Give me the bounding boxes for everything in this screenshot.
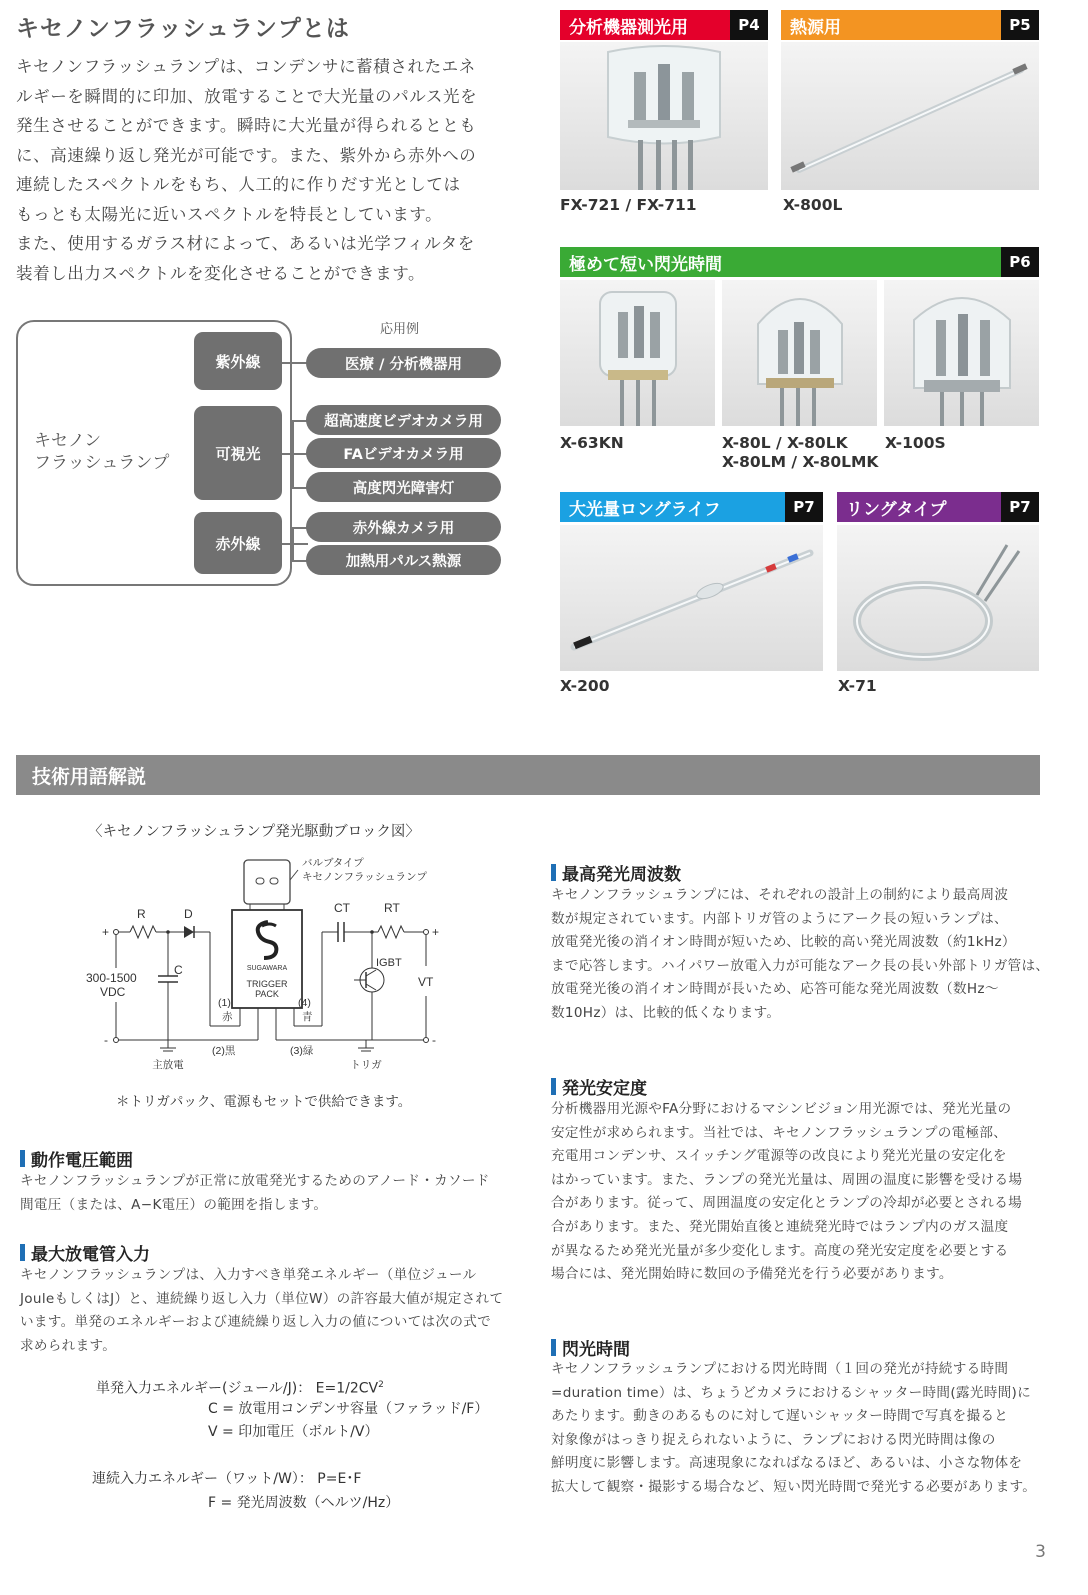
category-uv: 紫外線 bbox=[194, 332, 282, 390]
application-item: 高度閃光障害灯 bbox=[306, 472, 501, 502]
term-line: 合があります。また、発光開始直後と連続発光時ではランプ内のガス温度 bbox=[551, 1218, 1009, 1235]
term-body-flash-duration bbox=[551, 1358, 1041, 1500]
main-label-line2: フラッシュランプ bbox=[34, 453, 170, 473]
term-line: まで応答します。ハイパワー放電入力が可能なアーク長の長い外部トリガ管は、 bbox=[551, 957, 1050, 974]
trigger-pack-label-1: TRIGGER bbox=[246, 979, 288, 989]
term-line: 求められます。 bbox=[20, 1337, 117, 1354]
term-body-stability bbox=[551, 1098, 1041, 1287]
category-bar-short-flash bbox=[560, 247, 1039, 277]
page-badge: P6 bbox=[1001, 247, 1039, 277]
term-line: キセノンフラッシュランプには、それぞれの設計上の制約により最高周波 bbox=[551, 887, 1009, 903]
igbt-label: IGBT bbox=[376, 957, 402, 969]
model-label: X-71 bbox=[838, 677, 877, 695]
term-body-max-input bbox=[20, 1264, 520, 1358]
term-line: JouleもしくはJ）と、連続繰り返し入力（単位W）の許容最大値が規定されて bbox=[20, 1290, 504, 1307]
term-line: 対象像がはっきり捉えられないように、ランプにおける閃光時間は像の bbox=[551, 1431, 996, 1448]
heading-marker bbox=[551, 864, 556, 881]
lamp-photo-x71 bbox=[837, 525, 1039, 671]
term-line: が異なるため発光光量が多少変化します。高度の発光安定度を必要とする bbox=[551, 1242, 1009, 1259]
term-line: 安定性が求められます。当社では、キセノンフラッシュランプの電極部、 bbox=[551, 1124, 1008, 1141]
term-line: 放電発光後の消イオン時間が短いため、比較的高い発光周波数（約1kHz） bbox=[551, 934, 1016, 951]
circuit-diagram bbox=[80, 850, 450, 1080]
model-label: FX-721 / FX-711 bbox=[560, 196, 697, 214]
connector bbox=[292, 420, 294, 488]
term-line: 数10Hz）は、比較的低くなります。 bbox=[551, 1004, 781, 1021]
term-heading-max-frequency bbox=[551, 860, 681, 885]
application-item: 超高速度ビデオカメラ用 bbox=[306, 405, 501, 435]
category-bar-ring bbox=[837, 492, 1039, 522]
connector bbox=[282, 453, 308, 455]
term-heading-flash-duration bbox=[551, 1335, 630, 1360]
heading-marker bbox=[20, 1150, 25, 1167]
model-label: X-80LM / X-80LMK bbox=[722, 453, 879, 471]
formula-line: F = 発光周波数（ヘルツ/Hz） bbox=[208, 1495, 400, 1511]
application-item: 赤外線カメラ用 bbox=[306, 512, 501, 542]
lamp-photo-x63kn bbox=[560, 280, 715, 426]
heading-marker bbox=[551, 1078, 556, 1095]
term-title: 最大放電管入力 bbox=[31, 1245, 150, 1265]
term-body-max-frequency bbox=[551, 884, 1050, 1026]
pin-1-label: (1) bbox=[218, 997, 231, 1009]
plus-terminal-left: + bbox=[102, 925, 110, 939]
pin-1-color: 赤 bbox=[222, 1011, 233, 1023]
term-line: います。単発のエネルギーおよび連続繰り返し入力の値については次の式で bbox=[20, 1314, 492, 1331]
intro-line: また、使用するガラス材によって、あるいは光学フィルタを bbox=[16, 234, 475, 253]
term-line: キセノンフラッシュランプは、入力すべき単発エネルギー（単位ジュール bbox=[20, 1267, 477, 1283]
bulb-label-2: キセノンフラッシュランプ bbox=[302, 871, 428, 883]
category-bar-heat bbox=[781, 10, 1039, 40]
page-badge: P5 bbox=[1001, 10, 1039, 40]
minus-terminal-left: - bbox=[104, 1033, 108, 1047]
intro-line: ルギーを瞬間的に印加、放電することで大光量のパルス光を bbox=[16, 86, 478, 106]
model-label: X-800L bbox=[783, 196, 843, 214]
term-heading-voltage bbox=[20, 1146, 133, 1171]
ground-main-label: 主放電 bbox=[152, 1059, 184, 1071]
term-line: 鮮明度に影響します。高速現象になればなるほど、あるいは、小さな物体を bbox=[551, 1455, 1023, 1472]
term-body-voltage bbox=[20, 1170, 520, 1217]
circuit-note: ＊トリガパック、電源もセットで供給できます。 bbox=[116, 1094, 412, 1110]
application-item: FAビデオカメラ用 bbox=[306, 438, 501, 468]
intro-line: もっとも太陽光に近いスペクトルを特長としています。 bbox=[16, 204, 443, 224]
resistor-r-label: R bbox=[137, 907, 146, 921]
model-label: X-80L / X-80LK bbox=[722, 434, 848, 452]
model-label: X-200 bbox=[560, 677, 610, 695]
application-item: 医療 / 分析機器用 bbox=[306, 348, 501, 378]
category-label: 熱源用 bbox=[790, 17, 841, 38]
category-label: 分析機器測光用 bbox=[569, 17, 688, 38]
term-line: はかっています。また、ランプの発光光量は、周囲の温度に影響を受ける場 bbox=[551, 1171, 1023, 1188]
trigger-voltage-label: VT bbox=[418, 975, 434, 989]
plus-terminal-right: + bbox=[432, 925, 440, 939]
lamp-photo-x80l bbox=[722, 280, 877, 426]
main-label-line1: キセノン bbox=[34, 431, 102, 451]
intro-body bbox=[16, 52, 516, 288]
formula-exponent: 2 bbox=[378, 1380, 384, 1390]
heading-marker bbox=[20, 1244, 25, 1261]
formula-line: 連続入力エネルギー（ワット/W）： P=E･F bbox=[92, 1471, 362, 1487]
term-heading-max-input bbox=[20, 1240, 150, 1265]
pin-4-color: 青 bbox=[302, 1011, 313, 1023]
page-badge: P7 bbox=[1001, 492, 1039, 522]
intro-line: に、高速繰り返し発光が可能です。また、紫外から赤外への bbox=[16, 145, 477, 165]
lamp-photo-x100s bbox=[884, 280, 1039, 426]
intro-title: キセノンフラッシュランプとは bbox=[16, 16, 350, 42]
category-ir: 赤外線 bbox=[194, 512, 282, 574]
term-line: 合があります。従って、周囲温度の安定化とランプの冷却が必要とされる場 bbox=[551, 1195, 1023, 1212]
model-label: X-63KN bbox=[560, 434, 624, 452]
term-line: 放電発光後の消イオン時間が長いため、応答可能な発光周波数（数Hz〜 bbox=[551, 981, 999, 998]
term-line: 分析機器用光源やFA分野におけるマシンビジョン用光源では、発光光量の bbox=[551, 1101, 1012, 1117]
connector bbox=[282, 543, 308, 545]
formula-line: 単発入力エネルギー(ジュール/J)： E=1/2CV bbox=[96, 1380, 379, 1397]
supply-voltage-2: VDC bbox=[100, 985, 126, 999]
minus-terminal-right: - bbox=[432, 1033, 436, 1047]
pin-4-label: (4) bbox=[298, 997, 311, 1009]
term-title: 発光安定度 bbox=[562, 1079, 647, 1099]
connector bbox=[292, 527, 294, 561]
formula-single bbox=[96, 1374, 384, 1401]
term-line: 場合には、発光開始時に数回の予備発光を行う必要があります。 bbox=[551, 1266, 953, 1283]
diode-d-label: D bbox=[184, 907, 193, 921]
heading-marker bbox=[551, 1339, 556, 1356]
supply-voltage-1: 300-1500 bbox=[86, 971, 137, 985]
page-badge: P4 bbox=[730, 10, 768, 40]
capacitor-ct-label: CT bbox=[334, 901, 350, 915]
term-line: キセノンフラッシュランプにおける閃光時間（１回の発光が持続する時間 bbox=[551, 1361, 1009, 1377]
term-line: あたります。動きのあるものに対して遅いシャッター時間で写真を撮ると bbox=[551, 1408, 1009, 1425]
term-line: 充電用コンデンサ、スイッチング電源等の改良により発光光量の安定化を bbox=[551, 1148, 1007, 1165]
term-heading-stability bbox=[551, 1074, 647, 1099]
term-line: =duration time）は、ちょうどカメラにおけるシャッター時間(露光時間)に bbox=[551, 1384, 1031, 1401]
page-number: 3 bbox=[1035, 1542, 1046, 1562]
block-diagram-title: 〈キセノンフラッシュランプ発光駆動ブロック図〉 bbox=[88, 824, 420, 840]
capacitor-c-label: C bbox=[174, 963, 183, 977]
lamp-photo-x800l bbox=[781, 42, 1039, 190]
application-item: 加熱用パルス熱源 bbox=[306, 545, 501, 575]
model-label-group bbox=[722, 434, 878, 472]
term-line: 間電圧（または、A−K電圧）の範囲を指します。 bbox=[20, 1196, 328, 1213]
ground-trigger-label: トリガ bbox=[350, 1059, 382, 1071]
application-main-label bbox=[34, 430, 169, 474]
term-line: 数が規定されています。内部トリガ管のようにアーク長の短いランプは、 bbox=[551, 910, 1008, 927]
intro-line: 連続したスペクトルをもち、人工的に作りだす光としては bbox=[16, 175, 461, 194]
category-label: 大光量ロングライフ bbox=[569, 499, 721, 520]
connector bbox=[282, 362, 308, 364]
page-badge: P7 bbox=[785, 492, 823, 522]
term-line: 拡大して観察・撮影する場合など、短い閃光時間で発光する必要があります。 bbox=[551, 1478, 1037, 1495]
formula-line: C = 放電用コンデンサ容量（ファラッド/F） bbox=[208, 1401, 489, 1417]
term-title: 閃光時間 bbox=[562, 1340, 630, 1360]
intro-line: キセノンフラッシュランプは、コンデンサに蓄積されたエネ bbox=[16, 57, 476, 76]
brand-label: SUGAWARA bbox=[246, 965, 288, 972]
section-header: 技術用語解説 bbox=[16, 755, 1040, 795]
category-label: リングタイプ bbox=[846, 499, 947, 520]
term-title: 最高発光周波数 bbox=[562, 865, 681, 885]
category-label: 極めて短い閃光時間 bbox=[569, 254, 722, 275]
intro-line: 発生させることができます。瞬時に大光量が得られるととも bbox=[16, 116, 477, 135]
model-label: X-100S bbox=[885, 434, 946, 452]
lamp-photo-x200 bbox=[560, 525, 823, 671]
formula-line: V = 印加電圧（ボルト/V） bbox=[208, 1424, 379, 1440]
pin-2-label: (2)黒 bbox=[212, 1045, 236, 1057]
category-bar-analysis bbox=[560, 10, 768, 40]
term-line: キセノンフラッシュランプが正常に放電発光するためのアノード・カソード bbox=[20, 1173, 490, 1189]
category-bar-long-life bbox=[560, 492, 823, 522]
pin-3-label: (3)緑 bbox=[290, 1045, 314, 1057]
trigger-pack-label-2: PACK bbox=[255, 989, 279, 999]
bulb-label-1: バルブタイプ bbox=[302, 857, 364, 869]
intro-line: 装着し出力スペクトルを変化させることができます。 bbox=[16, 263, 426, 283]
lamp-photo-fx721 bbox=[560, 42, 768, 190]
resistor-rt-label: RT bbox=[384, 901, 400, 915]
application-caption: 応用例 bbox=[380, 322, 420, 337]
category-visible: 可視光 bbox=[194, 406, 282, 500]
term-title: 動作電圧範囲 bbox=[31, 1151, 133, 1171]
